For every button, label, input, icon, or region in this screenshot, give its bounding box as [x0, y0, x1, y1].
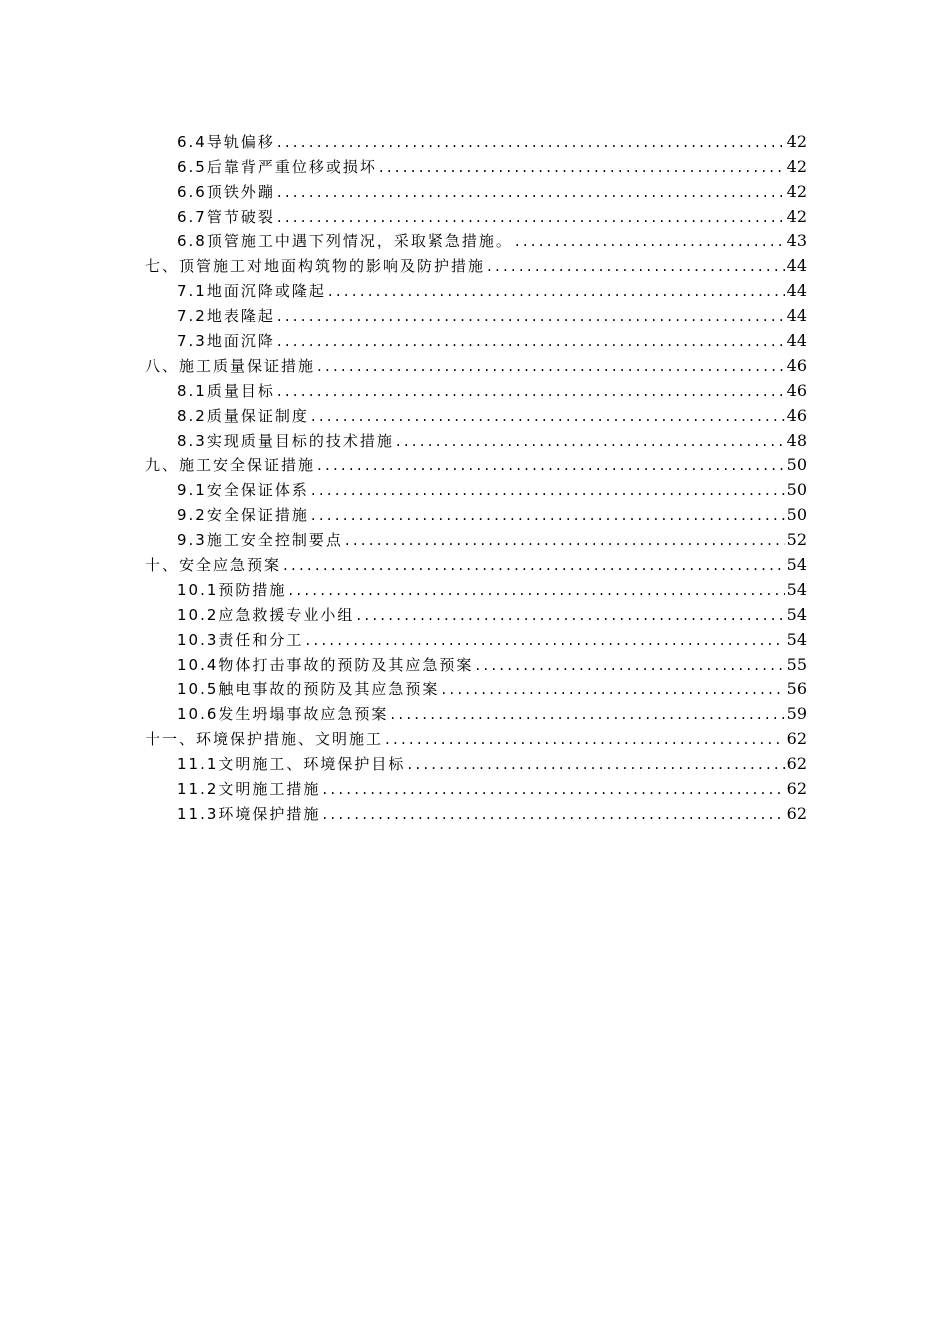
toc-entry-title: 10.1预防措施: [177, 580, 287, 599]
toc-entry-title: 十、安全应急预案: [145, 556, 282, 575]
toc-dot-leader: [277, 133, 785, 151]
toc-dot-leader: [487, 257, 785, 275]
toc-page-number: 43: [786, 231, 807, 251]
toc-dot-leader: [385, 730, 785, 748]
toc-entry[interactable]: [145, 425, 807, 450]
toc-dot-leader: [317, 456, 785, 474]
toc-entry-title: 11.3环境保护措施: [177, 804, 321, 823]
toc-dot-leader: [277, 183, 785, 201]
toc-page-number: 48: [786, 430, 807, 450]
toc-page-number: 59: [786, 704, 807, 724]
toc-entry[interactable]: [145, 798, 807, 823]
toc-entry-title: 10.3责任和分工: [177, 630, 304, 649]
toc-entry[interactable]: [145, 599, 807, 624]
toc-entry[interactable]: [145, 325, 807, 350]
toc-dot-leader: [356, 606, 784, 624]
toc-page-number: 62: [786, 779, 807, 799]
toc-entry[interactable]: [145, 375, 807, 400]
toc-entry[interactable]: [145, 698, 807, 723]
toc-entry-title: 6.7管节破裂: [177, 207, 275, 226]
toc-entry-title: 9.2安全保证措施: [177, 506, 309, 525]
toc-entry-title: 11.1文明施工、环境保护目标: [177, 755, 406, 774]
toc-dot-leader: [441, 680, 784, 698]
toc-entry-title: 9.1安全保证体系: [177, 481, 309, 500]
toc-entry-title: 7.3地面沉降: [177, 332, 275, 351]
toc-page-number: 54: [786, 579, 807, 599]
toc-entry-title: 8.2质量保证制度: [177, 406, 309, 425]
toc-dot-leader: [277, 307, 785, 325]
toc-page-number: 46: [786, 355, 807, 375]
toc-dot-leader: [379, 158, 785, 176]
toc-dot-leader: [328, 282, 785, 300]
toc-entry[interactable]: [145, 350, 807, 375]
toc-page-number: 42: [786, 206, 807, 226]
toc-entry-title: 6.6顶铁外蹦: [177, 182, 275, 201]
toc-page-number: 46: [786, 405, 807, 425]
toc-entry[interactable]: [145, 450, 807, 475]
toc-entry-title: 七、顶管施工对地面构筑物的影响及防护措施: [145, 257, 486, 276]
toc-dot-leader: [288, 581, 784, 599]
toc-entry-title: 十一、环境保护措施、文明施工: [145, 730, 384, 749]
toc-entry-title: 7.1地面沉降或隆起: [177, 282, 326, 301]
toc-entry-title: 10.2应急救援专业小组: [177, 605, 355, 624]
toc-page-number: 62: [786, 729, 807, 749]
toc-dot-leader: [515, 232, 785, 250]
toc-entry[interactable]: [145, 474, 807, 499]
toc-page-number: 44: [786, 256, 807, 276]
toc-page-number: 62: [786, 803, 807, 823]
toc-entry-title: 7.2地表隆起: [177, 307, 275, 326]
toc-entry[interactable]: [145, 126, 807, 151]
toc-dot-leader: [311, 481, 785, 499]
toc-entry[interactable]: [145, 300, 807, 325]
toc-dot-leader: [283, 556, 785, 574]
toc-entry[interactable]: [145, 624, 807, 649]
toc-entry-title: 6.5后靠背严重位移或损坏: [177, 157, 377, 176]
toc-entry[interactable]: [145, 499, 807, 524]
toc-page-number: 44: [786, 306, 807, 326]
toc-dot-leader: [345, 531, 785, 549]
toc-dot-leader: [277, 208, 785, 226]
toc-page-number: 55: [786, 654, 807, 674]
toc-entry-title: 九、施工安全保证措施: [145, 456, 316, 475]
toc-dot-leader: [311, 506, 785, 524]
toc-entry[interactable]: [145, 748, 807, 773]
toc-page-number: 44: [786, 281, 807, 301]
toc-entry[interactable]: [145, 176, 807, 201]
toc-entry-title: 6.8顶管施工中遇下列情况，采取紧急措施。: [177, 232, 513, 251]
toc-entry[interactable]: [145, 250, 807, 275]
toc-entry[interactable]: [145, 773, 807, 798]
toc-dot-leader: [311, 407, 785, 425]
toc-page-number: 46: [786, 380, 807, 400]
toc-dot-leader: [317, 357, 785, 375]
toc-dot-leader: [322, 805, 784, 823]
toc-entry[interactable]: [145, 151, 807, 176]
toc-entry-title: 10.6发生坍塌事故应急预案: [177, 705, 389, 724]
toc-entry[interactable]: [145, 649, 807, 674]
toc-entry[interactable]: [145, 524, 807, 549]
toc-dot-leader: [475, 656, 784, 674]
toc-entry[interactable]: [145, 400, 807, 425]
toc-entry-title: 八、施工质量保证措施: [145, 356, 316, 375]
toc-entry[interactable]: [145, 549, 807, 574]
toc-dot-leader: [396, 432, 785, 450]
toc-page-number: 54: [786, 629, 807, 649]
table-of-contents: [145, 126, 807, 823]
toc-entry[interactable]: [145, 275, 807, 300]
toc-page-number: 50: [786, 505, 807, 525]
toc-entry[interactable]: [145, 574, 807, 599]
toc-page-number: 54: [786, 604, 807, 624]
toc-dot-leader: [390, 705, 784, 723]
toc-entry[interactable]: [145, 674, 807, 699]
toc-page-number: 44: [786, 331, 807, 351]
toc-entry-title: 10.4物体打击事故的预防及其应急预案: [177, 655, 474, 674]
toc-page-number: 62: [786, 754, 807, 774]
toc-entry[interactable]: [145, 723, 807, 748]
toc-page-number: 42: [786, 131, 807, 151]
toc-page-number: 50: [786, 455, 807, 475]
toc-entry-title: 8.1质量目标: [177, 381, 275, 400]
toc-entry-title: 10.5触电事故的预防及其应急预案: [177, 680, 440, 699]
toc-entry-title: 6.4导轨偏移: [177, 132, 275, 151]
toc-entry-title: 9.3施工安全控制要点: [177, 531, 343, 550]
toc-page-number: 54: [786, 555, 807, 575]
toc-page-number: 52: [786, 530, 807, 550]
toc-entry[interactable]: [145, 201, 807, 226]
toc-dot-leader: [277, 332, 785, 350]
toc-dot-leader: [322, 780, 784, 798]
toc-page-number: 42: [786, 156, 807, 176]
toc-entry-title: 11.2文明施工措施: [177, 780, 321, 799]
toc-entry[interactable]: [145, 226, 807, 251]
toc-dot-leader: [305, 631, 784, 649]
toc-page-number: 56: [786, 679, 807, 699]
toc-page-number: 42: [786, 181, 807, 201]
toc-dot-leader: [407, 755, 784, 773]
toc-page-number: 50: [786, 480, 807, 500]
toc-entry-title: 8.3实现质量目标的技术措施: [177, 431, 394, 450]
toc-dot-leader: [277, 382, 785, 400]
